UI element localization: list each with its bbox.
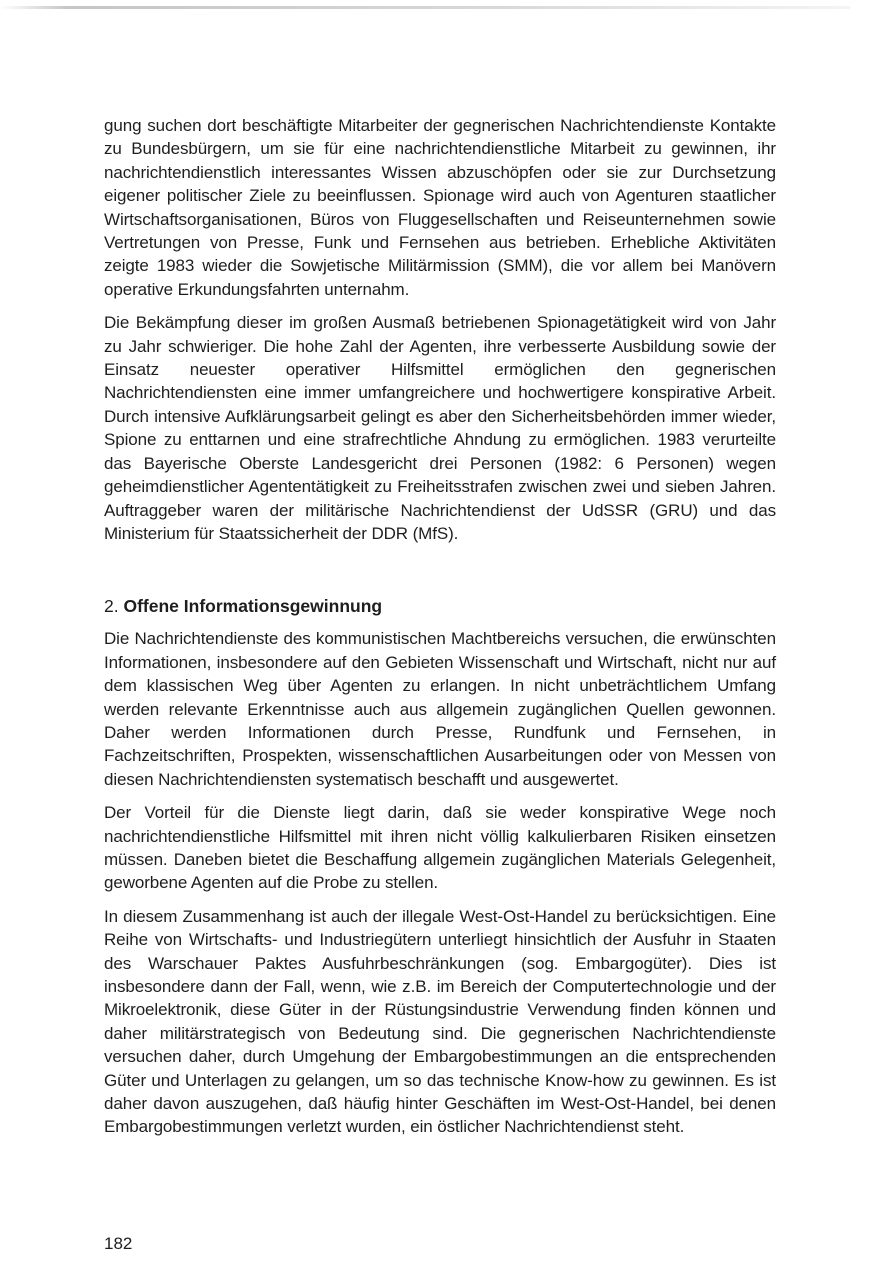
paragraph-4: Der Vorteil für die Dienste liegt darin, daß sie weder konspirative Wege noch nachrichtendienstliche Hilfsmittel mit ihren nicht völlig kalkulierbaren Risiken einsetzen müssen. Daneben bietet die Beschaffung allgemein zugänglichen Materials Gelegenheit, geworbene Agenten auf die Probe zu stellen.	[104, 803, 776, 893]
section-heading	[104, 595, 776, 618]
paragraph-5: In diesem Zusammenhang ist auch der illegale West-Ost-Handel zu berücksichtigen. Eine Reihe von Wirtschafts- und Industriegütern unterliegt hinsichtlich der Ausfuhr in Staaten des Warschauer Paktes Ausfuhrbeschränkungen (sog. Embargogüter). Dies ist insbesondere dann der Fall, wenn, wie z.B. im Bereich der Computertechnologie und der Mikroelektronik, diese Güter in der Rüstungsindustrie Verwendung finden können und daher militärstrategisch von Bedeutung sind. Die gegnerischen Nachrichtendienste versuchen daher, durch Umgehung der Embargobestimmungen an die entsprechenden Güter und Unterlagen zu gelangen, um so das technische Know-how zu gewinnen. Es ist daher davon auszugehen, daß häufig hinter Geschäften im West-Ost-Handel, bei denen Embargobestimmungen verletzt wurden, ein östlicher Nachrichtendienst steht.	[104, 906, 776, 1137]
section-title: Offene Informationsgewinnung	[123, 596, 383, 617]
paragraph-2: Die Bekämpfung dieser im großen Ausmaß betriebenen Spionagetätigkeit wird von Jahr zu Jahr schwieriger. Die hohe Zahl der Agenten, ihre verbesserte Ausbildung sowie der Einsatz neuester operativer Hilfsmittel ermöglichen den gegnerischen Nachrichtendiensten eine immer umfangreichere und hochwertigere konspirative Arbeit. Durch intensive Aufklärungsarbeit gelingt es aber den Sicherheitsbehörden immer wieder, Spione zu enttarnen und eine strafrechtliche Ahndung zu ermöglichen. 1983 verurteilte das Bayerische Oberste Landesgericht drei Personen (1982: 6 Personen) wegen geheimdienstlicher Agententätigkeit zu Freiheitsstrafen zwischen zwei und sieben Jahren. Auftraggeber waren der militärische Nachrichtendienst der UdSSR (GRU) und das Ministerium für Staatssicherheit der DDR (MfS).	[104, 313, 776, 543]
section-number: 2.	[104, 596, 119, 617]
page-number: 182	[104, 1234, 133, 1253]
paragraph-3: Die Nachrichtendienste des kommunistischen Machtbereichs versuchen, die erwünschten Informationen, insbesondere auf den Gebieten Wissenschaft und Wirtschaft, nicht nur auf dem klassischen Weg über Agenten zu erlangen. In nicht unbeträchtlichem Umfang werden relevante Erkenntnisse auch aus allgemein zugänglichen Quellen gewonnen. Daher werden Informationen durch Presse, Rundfunk und Fernsehen, in Fachzeitschriften, Prospekten, wissenschaftlichen Ausarbeitungen oder von Messen von diesen Nachrichtendiensten systematisch beschafft und ausgewertet.	[104, 629, 776, 789]
paragraph-1: gung suchen dort beschäftigte Mitarbeiter der gegnerischen Nachrichtendienste Kontakte zu Bundesbürgern, um sie für eine nachrichtendienstliche Mitarbeit zu gewinnen, ihr nachrichtendienstlich interessantes Wissen abzuschöpfen oder sie zur Durchsetzung eigener politischer Ziele zu beeinflussen. Spionage wird auch von Agenturen staatlicher Wirtschaftsorganisationen, Büros von Fluggesellschaften und Reiseunternehmen sowie Vertretungen von Presse, Funk und Fernsehen aus betrieben. Erhebliche Aktivitäten zeigte 1983 wieder die Sowjetische Militärmission (SMM), die vor allem bei Manövern operative Erkundungsfahrten unternahm.	[104, 116, 776, 299]
page-body	[104, 114, 776, 1139]
scan-top-rule	[0, 6, 850, 9]
